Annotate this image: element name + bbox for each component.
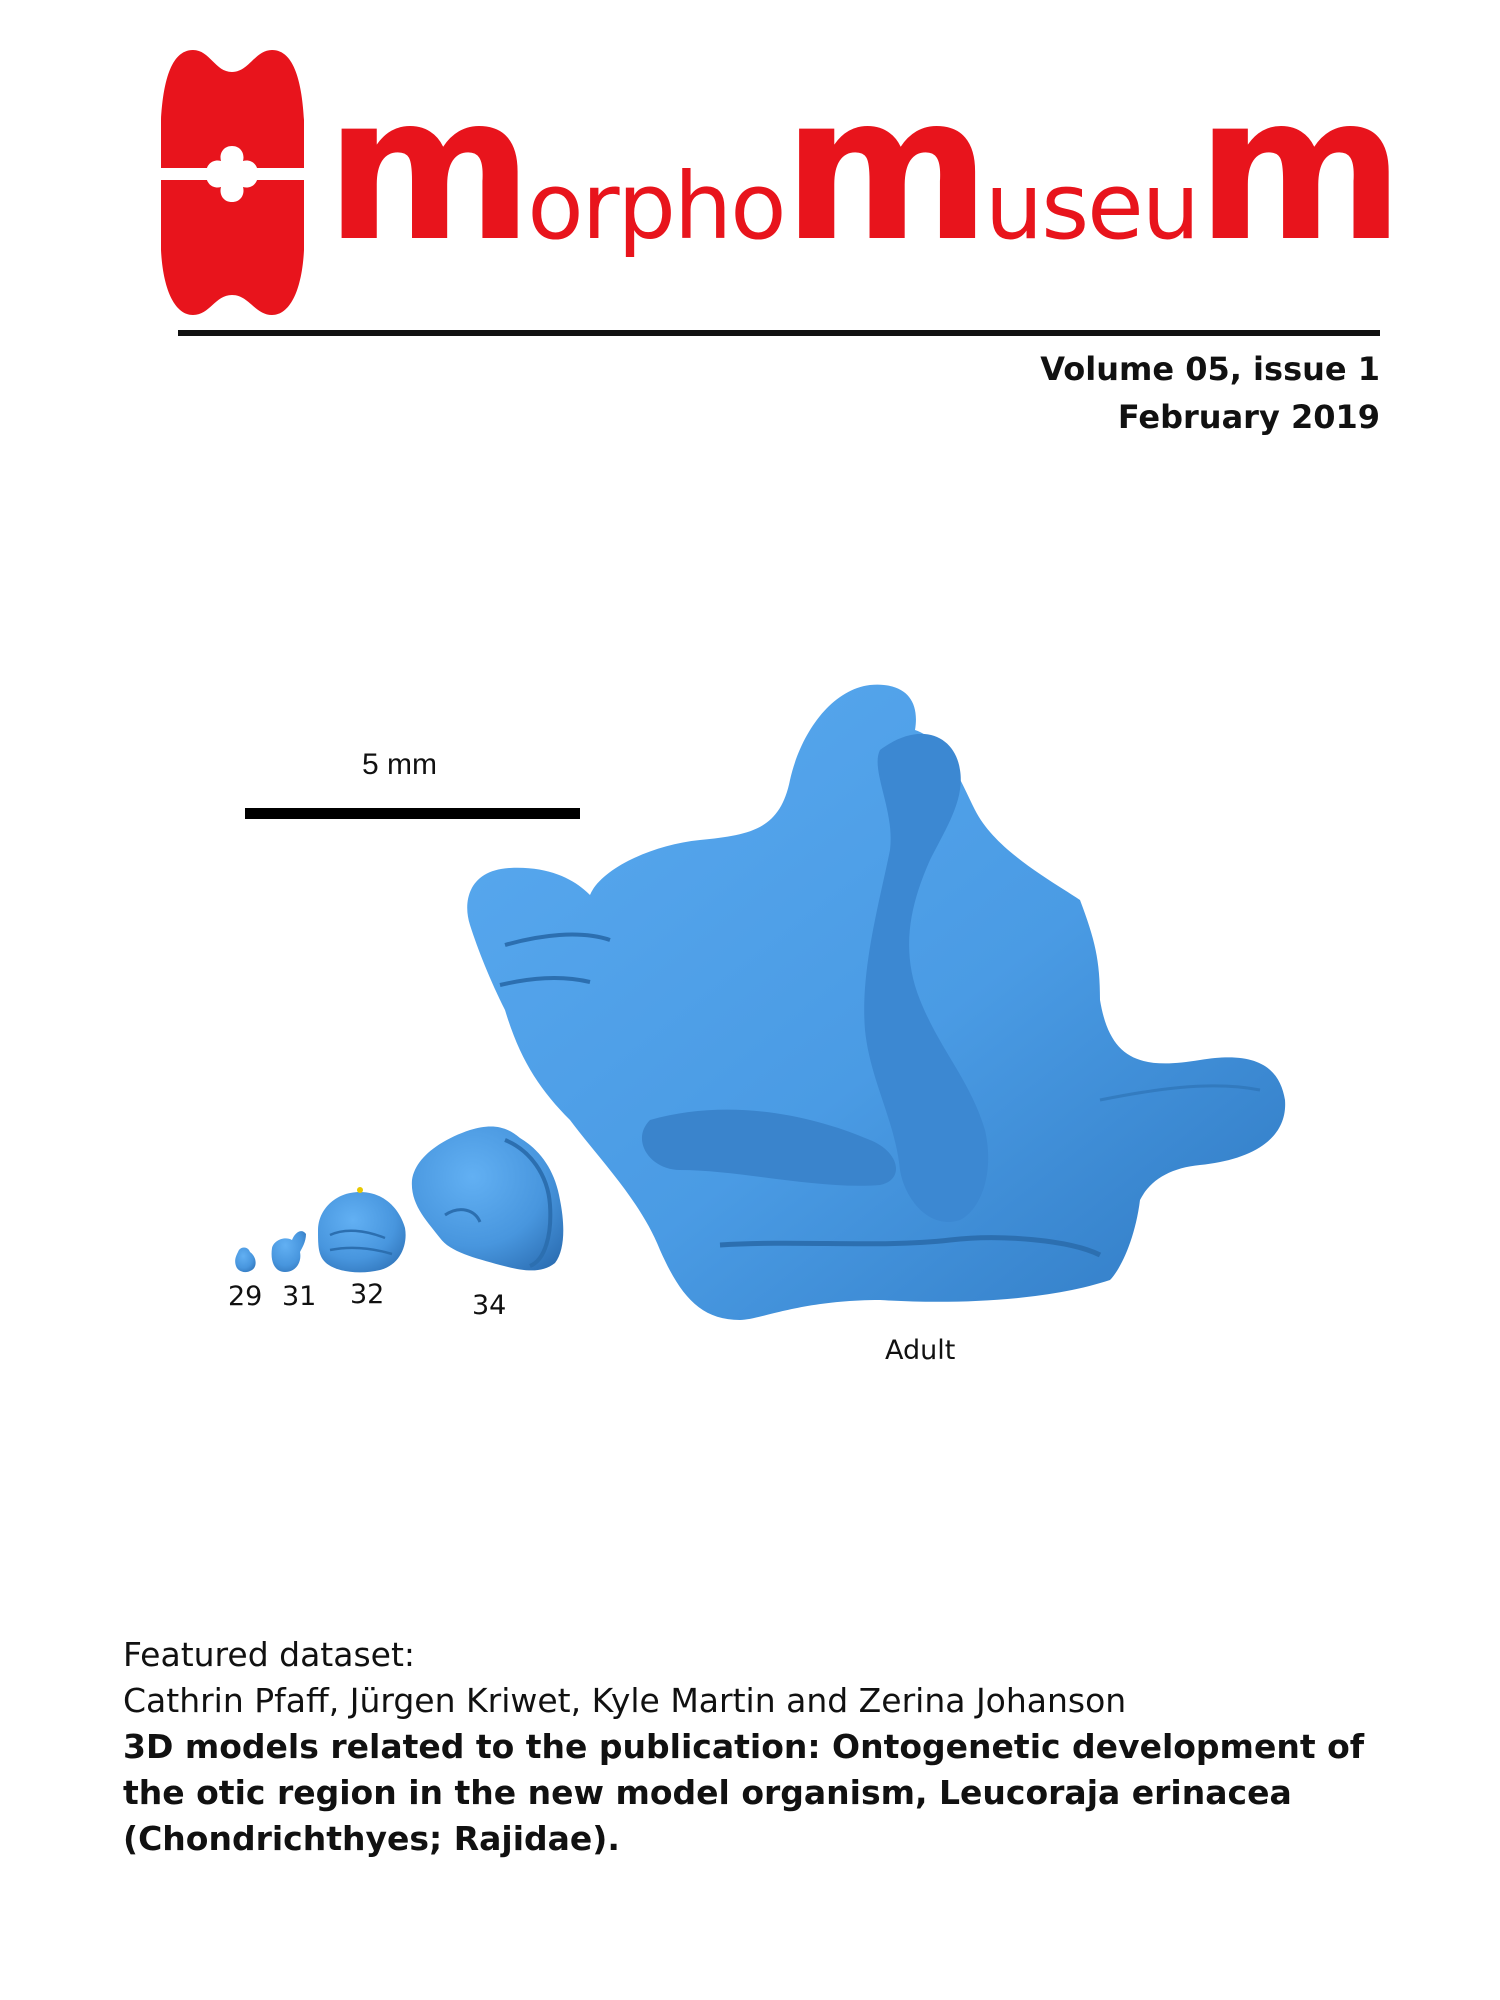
- stage-label-adult: Adult: [885, 1335, 956, 1366]
- stage-29-model: [235, 1248, 255, 1273]
- masthead-letter-m: m: [325, 53, 532, 286]
- issue-date: February 2019: [1117, 398, 1380, 436]
- featured-authors: Cathrin Pfaff, Jürgen Kriwet, Kyle Martin and Zerina Johanson: [123, 1681, 1127, 1720]
- issue-info: [1040, 345, 1380, 441]
- featured-dataset-caption: [123, 1632, 1423, 1862]
- stage-32-model: [318, 1187, 406, 1272]
- masthead-letter-m: m: [1196, 53, 1403, 286]
- otic-region-models-figure: [0, 640, 1500, 1400]
- scale-bar: [245, 808, 580, 819]
- stage-34-model: [412, 1126, 563, 1270]
- featured-title: 3D models related to the publication: Ontogenetic development of the otic region in the new model organism, Leucoraja erinacea (Chondrichthyes; Rajidae).: [123, 1727, 1365, 1858]
- masthead-text-useu: useu: [984, 153, 1199, 260]
- adult-model: [467, 685, 1285, 1320]
- masthead-wordmark: [325, 53, 1403, 286]
- header-divider: [178, 330, 1380, 336]
- morphomuseum-logo-icon: [155, 50, 310, 315]
- stage-label-34: 34: [472, 1290, 507, 1321]
- featured-heading: Featured dataset:: [123, 1635, 416, 1674]
- stage-label-29: 29: [228, 1281, 263, 1312]
- stage-label-32: 32: [350, 1279, 385, 1310]
- masthead-text-orpho: orpho: [527, 153, 785, 260]
- volume-issue: Volume 05, issue 1: [1040, 350, 1380, 388]
- scale-bar-label: 5 mm: [362, 748, 437, 781]
- masthead-letter-m: m: [782, 53, 989, 286]
- stage-label-31: 31: [282, 1281, 317, 1312]
- stage-31-model: [272, 1231, 306, 1272]
